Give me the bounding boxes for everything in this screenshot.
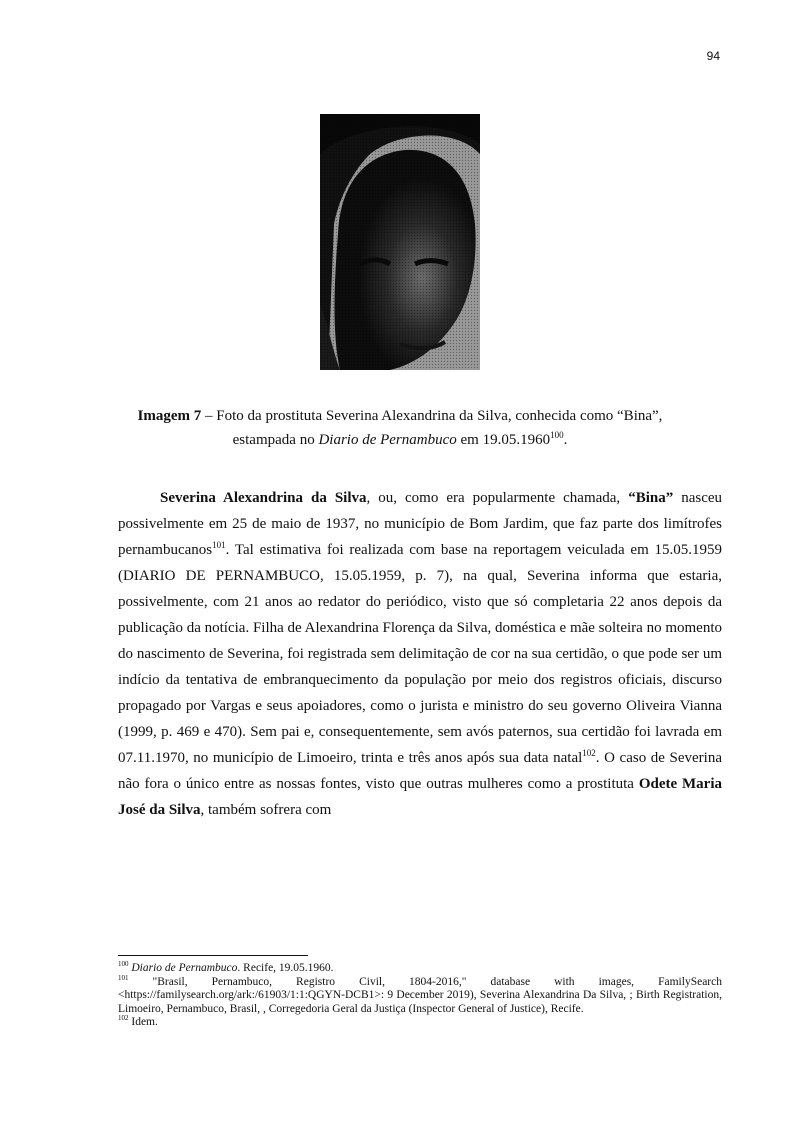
caption-newspaper: Diario de Pernambuco bbox=[318, 432, 457, 448]
footnotes bbox=[118, 962, 722, 1030]
footnote-number: 100 bbox=[118, 960, 129, 969]
footnote-text: "Brasil, Pernambuco, Registro Civil, 1804-2016," database with images, FamilySearch <https://familysearch.org/ark:/61903/1:1:QGYN-DCB1>: 9 December 2019), Severina Alexandrina Da Silva, ; Birth Registration, Limoeiro, Pernambuco, Brasil, , Corregedoria Geral da Justiça (Inspector General of Justice), Recife. bbox=[118, 975, 722, 1015]
footnote-100 bbox=[118, 962, 722, 976]
paragraph-text-2: nasceu possivelmente em 25 de maio de 1937, no município de Bom Jardim, que faz parte dos limítrofes pernambucanos bbox=[118, 490, 723, 558]
footnote-102 bbox=[118, 1016, 722, 1030]
caption-note-ref: 100 bbox=[550, 430, 564, 440]
paragraph-text-1: , ou, como era popularmente chamada, bbox=[366, 490, 629, 506]
footnote-text: Idem. bbox=[128, 1016, 158, 1028]
footnote-number: 101 bbox=[118, 973, 129, 982]
name-severina: Severina Alexandrina da Silva bbox=[160, 490, 367, 506]
name-odete: Odete Maria José da Silva bbox=[118, 776, 722, 818]
footnote-italic: Diario de Pernambuco bbox=[131, 962, 238, 974]
footnote-text: . Recife, 19.05.1960. bbox=[237, 962, 334, 974]
body-paragraph bbox=[118, 485, 722, 823]
caption-label: Imagem 7 bbox=[137, 408, 202, 424]
paragraph-text-5: , também sofrera com bbox=[200, 802, 332, 818]
caption-end: . bbox=[563, 432, 568, 448]
page-number: 94 bbox=[706, 49, 720, 63]
footnote-divider bbox=[118, 955, 308, 956]
paragraph-text-3: . Tal estimativa foi realizada com base na reportagem veiculada em 15.05.1959 (DIARIO DE PERNAMBUCO, 15.05.1959, p. 7), na qual, Severina informa que estaria, possivelmente, com 21 anos ao redator do periódico, visto que só completaria 22 anos depois da publicação da notícia. Filha de Alexandrina Florença da Silva, doméstica e mãe solteira no momento do nascimento de Severina, foi registrada sem delimitação de cor na sua certidão, o que pode ser um indício da tentativa de embranquecimento da população por meio dos registros oficiais, discurso propagado por Vargas e seus apoiadores, como o jurista e ministro do seu governo Oliveira Vianna (1999, p. 469 e 470). Sem pai e, consequentemente, sem avós paternos, sua certidão foi lavrada em 07.11.1970, no município de Limoeiro, trinta e três anos após sua data natal bbox=[118, 542, 722, 766]
paragraph-text-4: . O caso de Severina não fora o único entre as nossas fontes, visto que outras mulheres como a prostituta bbox=[118, 750, 722, 792]
footnote-ref-101: 101 bbox=[212, 540, 226, 550]
footnote-ref-102: 102 bbox=[582, 748, 596, 758]
portrait-photo bbox=[320, 114, 480, 370]
nickname-bina: “Bina” bbox=[628, 490, 674, 506]
figure-caption bbox=[118, 404, 682, 452]
caption-text-before: – Foto da prostituta Severina Alexandrina da Silva, conhecida como “Bina”, estampada no bbox=[201, 408, 663, 448]
caption-text-after: em 19.05.1960 bbox=[456, 432, 551, 448]
footnote-101 bbox=[118, 973, 722, 1017]
footnote-number: 102 bbox=[118, 1014, 129, 1023]
